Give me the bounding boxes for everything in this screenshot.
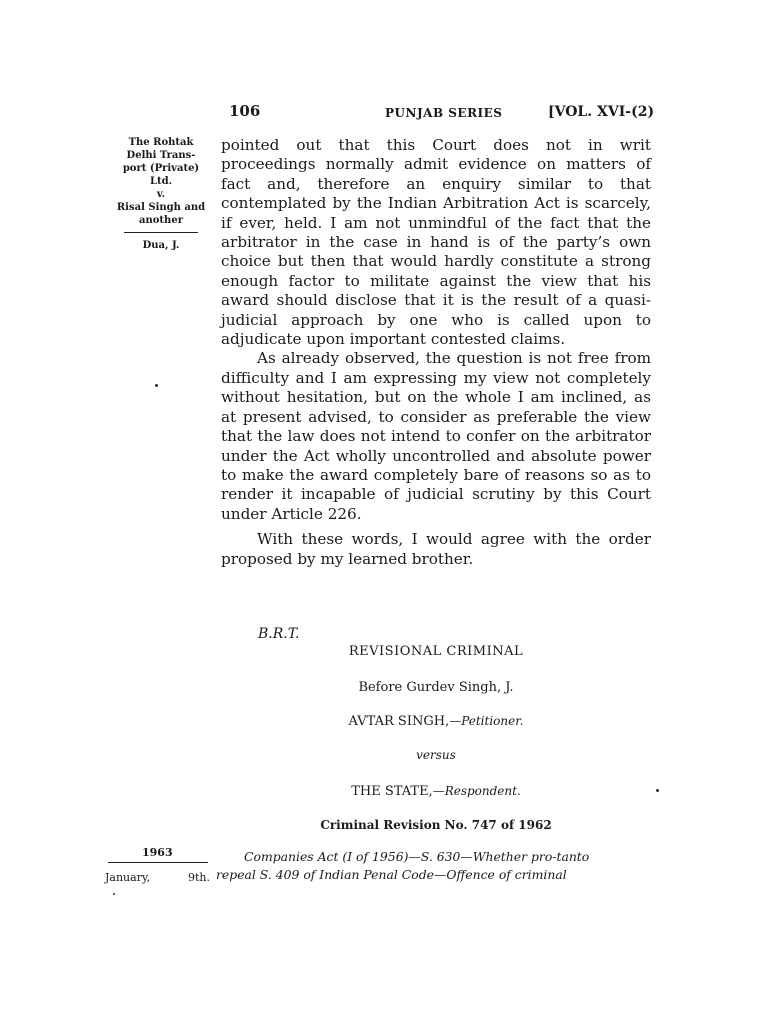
petitioner-name: AVTAR SINGH, <box>348 714 450 729</box>
section-title: REVISIONAL CRIMINAL <box>348 644 524 659</box>
scan-speck <box>155 384 158 387</box>
margin-note <box>102 136 220 252</box>
margin-line: Risal Singh and <box>116 202 206 213</box>
reporter-initials: B.R.T. <box>258 626 300 642</box>
margin-divider <box>124 232 198 233</box>
case-number: Criminal Revision No. 747 of 1962 <box>320 818 552 832</box>
headnote-citation <box>216 848 648 884</box>
judgment-text <box>221 136 651 569</box>
margin-line: port (Private) <box>122 163 200 174</box>
petitioner-line <box>221 714 651 729</box>
paragraph: As already observed, the question is not free from difficulty and I am expressing my view not completely without hesitation, but on the whole I am inclined, as at present advised, to consider as preferable the view that the law does not intend to confer on the arbitrator under the Act wholly uncontrolled and absolute power to make the award completely bare of reasons so as to render it incapable of judicial scrutiny by this Court under Article 226. <box>221 349 651 523</box>
margin-line: Delhi Trans- <box>126 150 196 161</box>
margin-line: another <box>139 215 183 226</box>
margin-line: The Rohtak <box>128 137 194 148</box>
scan-speck <box>656 789 659 792</box>
paragraph: pointed out that this Court does not in writ proceedings normally admit evidence on matters of fact and, therefore an enquiry similar to that contemplated by the Indian Arbitration Act is scarcely, if ever, held. I am not unmindful of the fact that the arbitrator in the case in hand is of the party’s own choice but then that would hardly constitute a strong enough factor to militate against the view that his award should disclose that it is the result of a quasi-judicial approach by one who is called upon to adjudicate upon important contested claims. <box>221 136 651 349</box>
paragraph: With these words, I would agree with the order proposed by my learned brother. <box>221 530 651 568</box>
date-year: 1963 <box>142 846 173 859</box>
scan-speck <box>113 893 115 895</box>
margin-line: v. <box>156 189 166 200</box>
date-day: 9th. <box>188 871 210 884</box>
citation-line: Companies Act (I of 1956)—S. 630—Whether pro-tanto <box>244 849 590 864</box>
margin-line: Ltd. <box>149 176 173 187</box>
petitioner-role: —Petitioner. <box>449 714 524 728</box>
citation-line: repeal S. 409 of Indian Penal Code—Offence of criminal <box>216 867 567 882</box>
margin-judge: Dua, J. <box>142 240 180 251</box>
series-title: PUNJAB SERIES <box>385 106 503 120</box>
respondent-line <box>221 784 651 799</box>
versus-label: versus <box>416 748 456 762</box>
respondent-name: THE STATE, <box>351 784 433 799</box>
bench-line: Before Gurdev Singh, J. <box>358 680 514 695</box>
page-number: 106 <box>229 102 261 120</box>
date-month: January, <box>105 871 151 884</box>
date-divider <box>108 862 208 863</box>
respondent-role: —Respondent. <box>432 784 521 798</box>
volume-label: [VOL. XVI-(2) <box>548 104 655 120</box>
